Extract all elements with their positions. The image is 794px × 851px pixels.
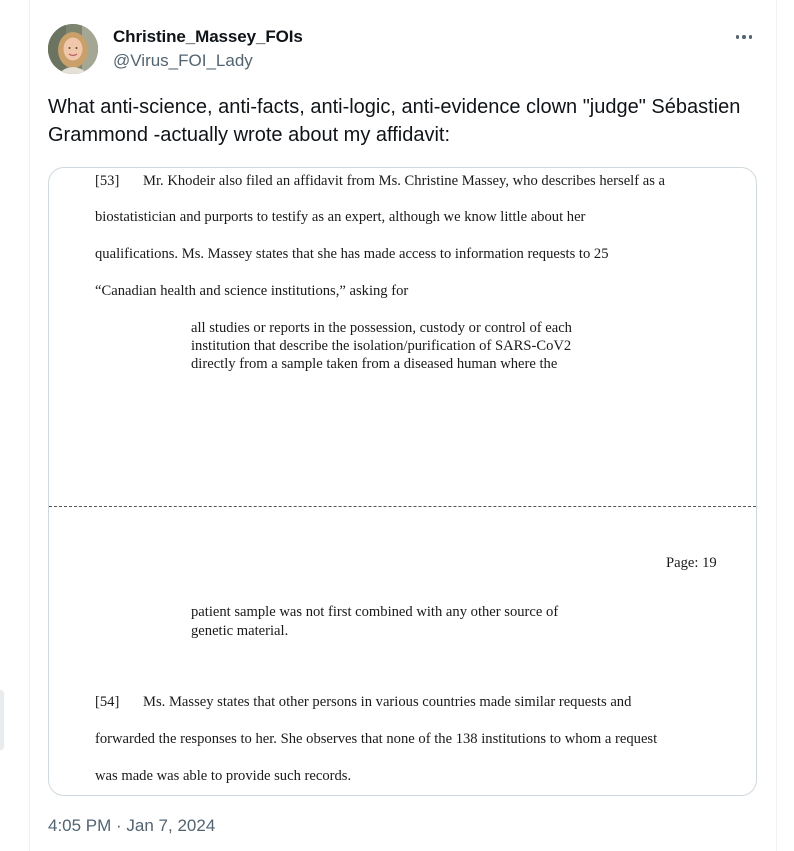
document-line: was made was able to provide such records. (95, 768, 352, 784)
author-handle[interactable]: @Virus_FOI_Lady (113, 51, 253, 70)
column-border-right (776, 0, 777, 851)
avatar[interactable] (48, 24, 98, 74)
author-name[interactable]: Christine_Massey_FOIs (113, 27, 303, 46)
quote-line: directly from a sample taken from a diseased human where the (191, 356, 558, 372)
para-number: [53] (95, 173, 120, 189)
tweet-media-image[interactable] (48, 167, 757, 796)
tweet-text: What anti-science, anti-facts, anti-logic, anti-evidence clown "judge" Sébastien Grammond -actually wrote about my affidavit: (48, 96, 746, 146)
tweet-timestamp[interactable]: 4:05 PM · Jan 7, 2024 (48, 816, 216, 835)
more-horizontal-icon[interactable] (727, 26, 761, 48)
quote-line: patient sample was not first combined with any other source of (191, 604, 559, 620)
document-line: Mr. Khodeir also filed an affidavit from Ms. Christine Massey, who describes herself as a (143, 173, 666, 189)
more-dot (742, 35, 746, 39)
edge-shadow (0, 690, 4, 750)
document-line: biostatistician and purports to testify as an expert, although we know little about her (95, 209, 586, 225)
document-line: qualifications. Ms. Massey states that she has made access to information requests to 25 (95, 246, 609, 262)
quote-line: all studies or reports in the possession, custody or control of each (191, 320, 572, 336)
para-number: [54] (95, 694, 120, 710)
page-number: Page: 19 (666, 555, 717, 571)
quote-line: genetic material. (191, 623, 289, 639)
column-border-left (29, 0, 30, 851)
more-dot (736, 35, 740, 39)
document-line: “Canadian health and science institutions,” asking for (95, 283, 409, 299)
page-break-divider (49, 506, 756, 507)
quote-line: institution that describe the isolation/purification of SARS-CoV2 (191, 338, 572, 354)
more-dot (749, 35, 753, 39)
document-line: Ms. Massey states that other persons in various countries made similar requests and (143, 694, 632, 710)
document-line: forwarded the responses to her. She observes that none of the 138 institutions to whom a request (95, 731, 658, 747)
